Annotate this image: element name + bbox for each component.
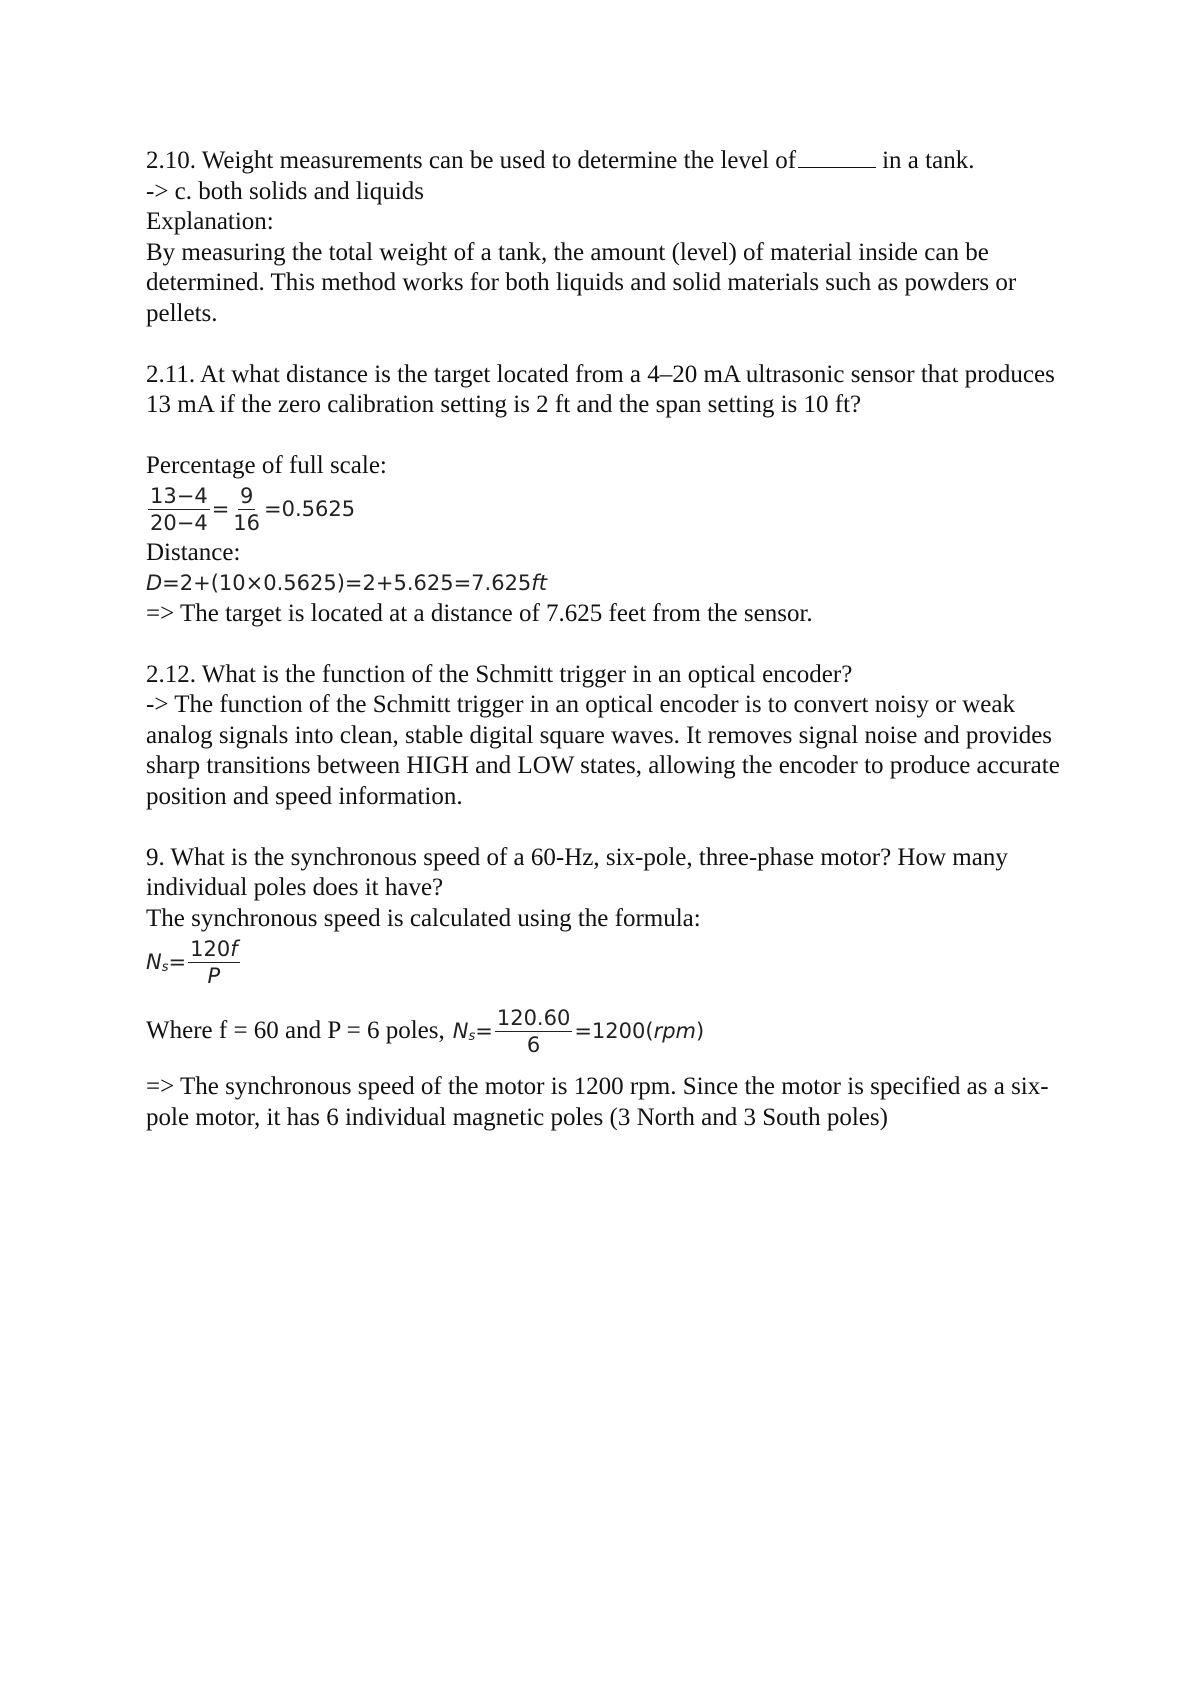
- q9-calculation-equation: [453, 1006, 704, 1057]
- q210-question-pre: 2.10. Weight measurements can be used to determine the level of: [146, 147, 797, 174]
- spacer: [146, 329, 1066, 360]
- q9-calc-denominator: 6: [526, 1032, 541, 1057]
- q9-calc-fraction: [495, 1006, 572, 1057]
- q211-fraction-2-denominator: 16: [233, 511, 261, 535]
- q9-calc-ns-subscript: s: [468, 1028, 476, 1044]
- q9-formula-equals: =: [168, 949, 187, 974]
- spacer: [146, 812, 1066, 843]
- q9-ns-subscript: s: [161, 959, 169, 975]
- q211-question: 2.11. At what distance is the target located from a 4–20 mA ultrasonic sensor that produces 13 mA if the zero calibration setting is 2 ft and the span setting is 10 ft?: [146, 360, 1055, 418]
- q211-distance-label: Distance:: [146, 538, 241, 566]
- q9-formula-numerator: [188, 937, 240, 963]
- q9-calc-equals: =: [475, 1018, 493, 1043]
- q9-calc-unit: rpm: [653, 1018, 696, 1043]
- q210-answer: -> c. both solids and liquids: [146, 177, 424, 205]
- q210-explanation-label: Explanation:: [146, 208, 274, 235]
- q9-formula: [146, 934, 1066, 990]
- q211-percentage-result: =0.5625: [264, 497, 356, 522]
- q9-formula-intro: The synchronous speed is calculated using the formula:: [146, 904, 701, 932]
- q211-percentage-label: Percentage of full scale:: [146, 452, 387, 479]
- q212-answer: -> The function of the Schmitt trigger in an optical encoder is to convert noisy or weak analog signals into clean, stable digital square waves. It removes signal noise and provides sharp transitions between HIGH and LOW states, allowing the encoder to produce accurate position and speed information.: [146, 691, 1060, 810]
- q211-percentage-equation: [146, 482, 1066, 538]
- q211-fraction-1: [148, 484, 210, 535]
- q211-fraction-1-denominator: 20−4: [150, 511, 208, 535]
- q9-calc-close: ): [695, 1018, 705, 1043]
- q9-conclusion: => The synchronous speed of the motor is 1200 rpm. Since the motor is specified as a six-pole motor, it has 6 individual magnetic poles (3 North and 3 South poles): [146, 1073, 1049, 1131]
- q9-formula-fraction: [188, 937, 240, 988]
- q211-equals-sign: =: [211, 497, 230, 522]
- q9-ns-variable: N: [146, 949, 162, 974]
- q211-conclusion: => The target is located at a distance of 7.625 feet from the sensor.: [146, 599, 813, 627]
- spacer: [146, 629, 1066, 660]
- q210-question-post: in a tank.: [882, 147, 975, 174]
- q210-question: [146, 146, 1066, 177]
- q9-calc-ns-variable: N: [452, 1018, 469, 1043]
- q9-question: 9. What is the synchronous speed of a 60-Hz, six-pole, three-phase motor? How many individual poles does it have?: [146, 843, 1008, 901]
- q212-question: 2.12. What is the function of the Schmitt trigger in an optical encoder?: [146, 660, 853, 688]
- q9-formula-numerator-coef: 120: [190, 936, 231, 961]
- q9-where-text: Where f = 60 and P = 6 poles,: [146, 1016, 445, 1044]
- q9-formula-numerator-var: f: [230, 936, 238, 961]
- spacer: [146, 421, 1066, 452]
- document-content: [146, 146, 1066, 1133]
- q211-distance-unit: ft: [531, 571, 547, 595]
- q211-fraction-2: [231, 484, 262, 535]
- q210-explanation: By measuring the total weight of a tank, the amount (level) of material inside can be determined. This method works for both liquids and solid materials such as powders or pellets.: [146, 238, 1017, 327]
- q211-fraction-1-numerator: 13−4: [150, 484, 208, 508]
- q9-calculation: [146, 1002, 1066, 1060]
- q211-distance-variable: D: [146, 571, 163, 595]
- q211-fraction-2-numerator: 9: [239, 484, 254, 508]
- q210-fill-blank: [798, 147, 876, 168]
- q9-calc-result: =1200(: [574, 1018, 654, 1043]
- q211-distance-expression: =2+(10×0.5625)=2+5.625=7.625: [162, 571, 532, 595]
- q9-calc-numerator: 120.60: [496, 1005, 571, 1030]
- q9-formula-denominator: P: [207, 963, 221, 988]
- q211-distance-equation: [146, 568, 1066, 599]
